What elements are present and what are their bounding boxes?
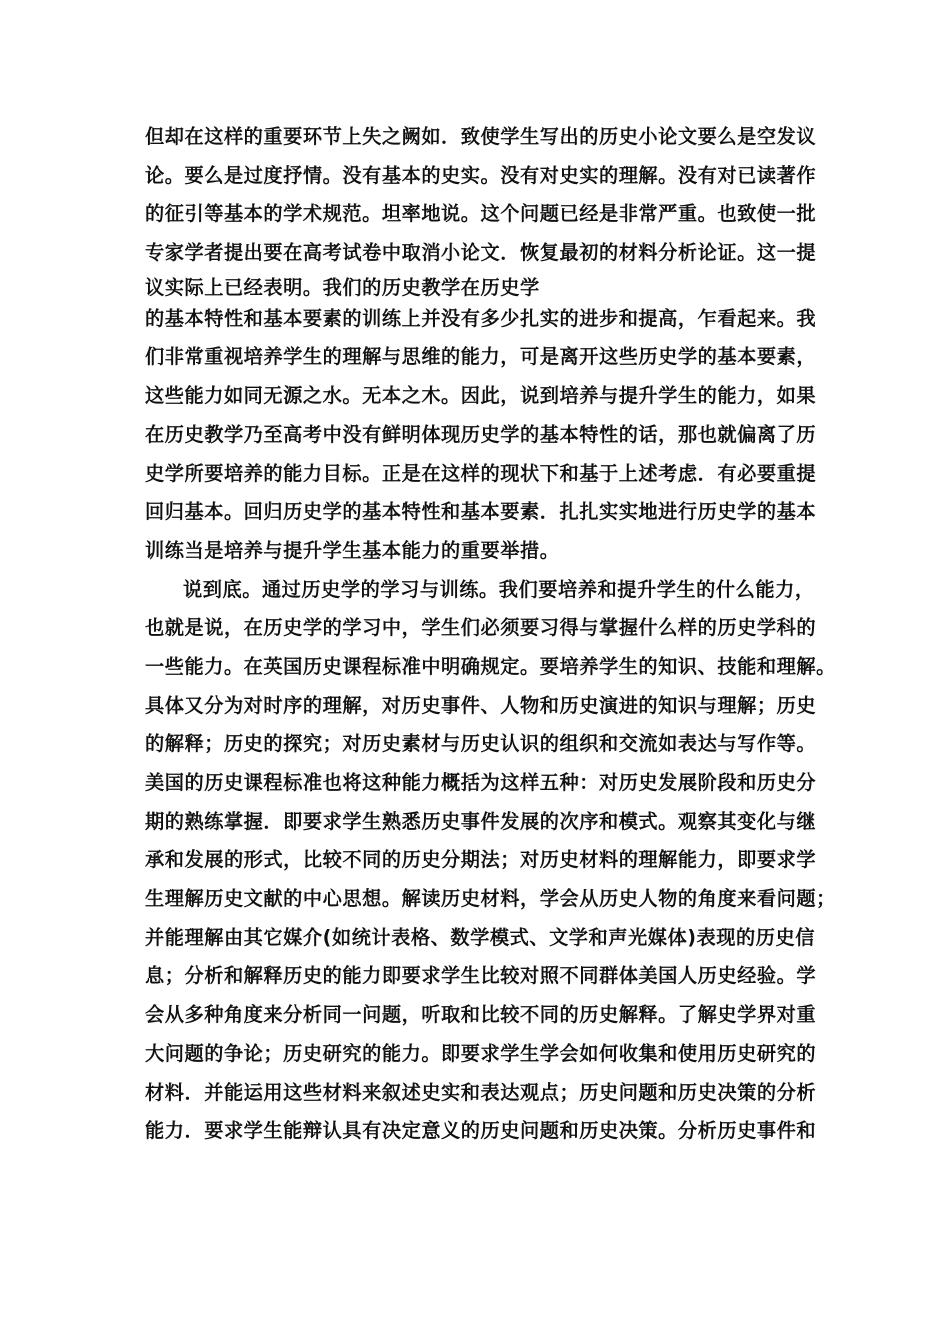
text-line: 的解释；历史的探究；对历史素材与历史认识的组织和交流如表达与写作等。	[145, 732, 817, 756]
paragraph-start-line: 说到底。通过历史学的学习与训练。我们要培养和提升学生的什么能力，	[183, 577, 815, 601]
text-line: 论。要么是过度抒情。没有基本的史实。没有对史实的理解。没有对已读著作	[145, 163, 817, 187]
text-line: 大问题的争论；历史研究的能力。即要求学生学会如何收集和使用历史研究的	[145, 1041, 817, 1065]
text-line: 期的熟练掌握．即要求学生熟悉历史事件发展的次序和模式。观察其变化与继	[145, 809, 817, 833]
text-line: 的基本特性和基本要素的训练上并没有多少扎实的进步和提高，乍看起来。我	[145, 306, 817, 330]
text-line: 但却在这样的重要环节上失之阙如．致使学生写出的历史小论文要么是空发议	[145, 125, 817, 148]
text-line: 们非常重视培养学生的理解与思维的能力，可是离开这些历史学的基本要素，	[145, 345, 817, 369]
text-line: 美国的历史课程标准也将这种能力概括为这样五种：对历史发展阶段和历史分	[145, 771, 817, 794]
text-line: 议实际上已经表明。我们的历史教学在历史学	[145, 275, 540, 299]
text-line: 的征引等基本的学术规范。坦率地说。这个问题已经是非常严重。也致使一批	[145, 202, 817, 226]
text-line: 训练当是培养与提升学生基本能力的重要举措。	[145, 538, 560, 562]
text-line: 史学所要培养的能力目标。正是在这样的现状下和基于上述考虑．有必要重提	[145, 461, 817, 485]
text-line: 并能理解由其它媒介(如统计表格、数学模式、文学和声光媒体)表现的历史信	[145, 925, 815, 949]
text-line: 也就是说，在历史学的学习中，学生们必须要习得与掌握什么样的历史学科的	[145, 616, 817, 640]
text-line: 具体又分为对时序的理解，对历史事件、人物和历史演进的知识与理解；历史	[145, 693, 817, 717]
text-line: 这些能力如同无源之水。无本之木。因此，说到培养与提升学生的能力，如果	[145, 384, 817, 408]
text-line: 材料．并能运用这些材料来叙述史实和表达观点；历史问题和历史决策的分析	[145, 1080, 817, 1104]
text-line: 一些能力。在英国历史课程标准中明确规定。要培养学生的知识、技能和理解。	[145, 654, 836, 678]
text-line: 在历史教学乃至高考中没有鲜明体现历史学的基本特性的话，那也就偏离了历	[145, 422, 817, 446]
text-line: 生理解历史文献的中心思想。解读历史材料，学会从历史人物的角度来看问题；	[145, 887, 836, 911]
text-line: 能力．要求学生能辩认具有决定意义的历史问题和历史决策。分析历史事件和	[145, 1119, 817, 1143]
text-line: 会从多种角度来分析同一问题，听取和比较不同的历史解释。了解史学界对重	[145, 1003, 817, 1027]
text-line: 息；分析和解释历史的能力即要求学生比较对照不同群体美国人历史经验。学	[145, 964, 817, 988]
text-line: 承和发展的形式，比较不同的历史分期法；对历史材料的理解能力，即要求学	[145, 848, 817, 872]
text-line: 专家学者提出要在高考试卷中取消小论文．恢复最初的材料分析论证。这一提	[145, 241, 817, 265]
text-line: 回归基本。回归历史学的基本特性和基本要素．扎扎实实地进行历史学的基本	[145, 500, 817, 524]
body-text	[145, 118, 836, 1151]
